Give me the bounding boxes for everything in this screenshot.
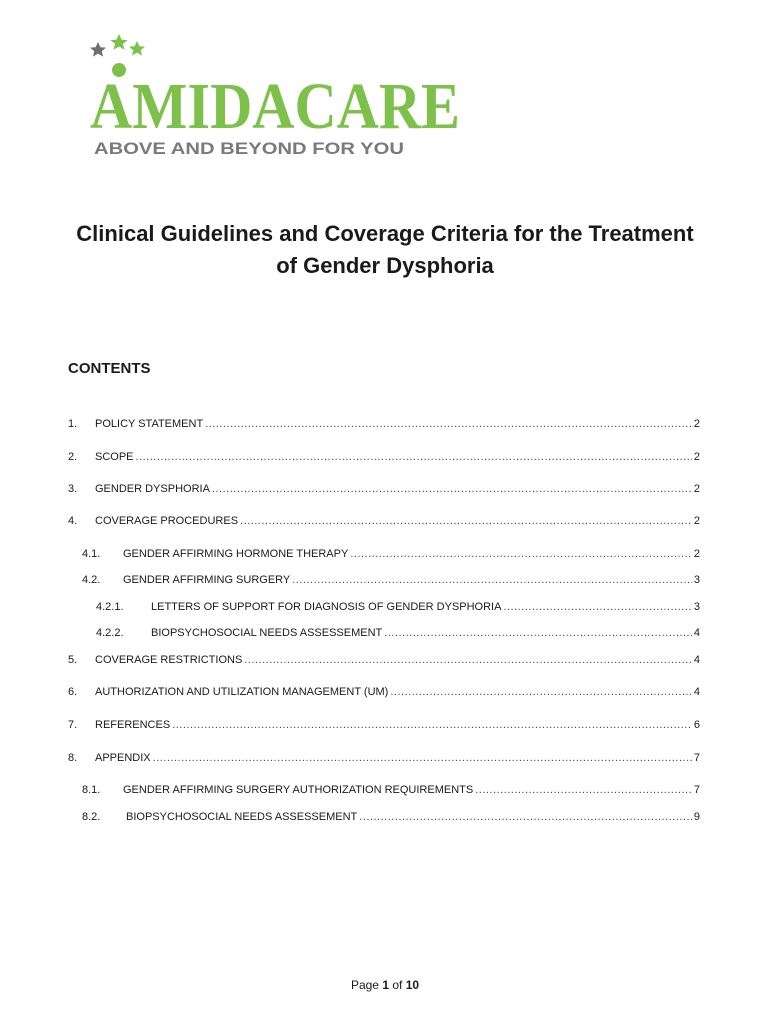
toc-label: GENDER AFFIRMING SURGERY: [123, 574, 291, 586]
toc-label: APPENDIX: [95, 752, 151, 764]
star-icon: [90, 42, 106, 57]
toc-entry[interactable]: [68, 686, 700, 698]
toc-entry[interactable]: [82, 811, 700, 823]
toc-leader: [475, 784, 692, 796]
toc-label: BIOPSYCHOSOCIAL NEEDS ASSESSEMENT: [151, 627, 383, 639]
toc-page-number: 3: [693, 574, 700, 586]
toc-leader: [172, 719, 692, 731]
logo-graphic: [88, 30, 468, 160]
toc-entry[interactable]: [68, 451, 700, 463]
footer-of-word: of: [392, 978, 403, 992]
toc-label: POLICY STATEMENT: [95, 418, 204, 430]
toc-leader: [244, 654, 692, 666]
contents-heading: CONTENTS: [68, 360, 151, 377]
toc-entry[interactable]: [96, 601, 700, 613]
toc-number: 4.2.1.: [96, 601, 124, 613]
toc-entry[interactable]: [68, 752, 700, 764]
toc-label: GENDER AFFIRMING SURGERY AUTHORIZATION REQUIREMENTS: [123, 784, 474, 796]
toc-page-number: 2: [693, 483, 700, 495]
toc-leader: [384, 627, 692, 639]
toc-number: 4.2.: [82, 574, 101, 586]
toc-leader: [205, 418, 692, 430]
toc-number: 8.1.: [82, 784, 101, 796]
document-title: [40, 218, 730, 282]
amidacare-logo: [88, 30, 468, 160]
toc-page-number: 4: [693, 654, 700, 666]
toc-number: 4.2.2.: [96, 627, 124, 639]
toc-number: 2.: [68, 451, 78, 463]
toc-page-number: 9: [693, 811, 700, 823]
toc-number: 4.: [68, 515, 78, 527]
toc-leader: [390, 686, 692, 698]
toc-entry[interactable]: [96, 627, 700, 639]
toc-label: AUTHORIZATION AND UTILIZATION MANAGEMENT (UM): [95, 686, 389, 698]
toc-label: SCOPE: [95, 451, 134, 463]
toc-page-number: 2: [693, 515, 700, 527]
page-footer: [0, 978, 770, 992]
toc-entry[interactable]: [82, 548, 700, 560]
toc-number: 5.: [68, 654, 78, 666]
toc-number: 3.: [68, 483, 78, 495]
toc-label: REFERENCES: [95, 719, 171, 731]
toc-label: BIOPSYCHOSOCIAL NEEDS ASSESSEMENT: [126, 811, 358, 823]
toc-leader: [350, 548, 692, 560]
toc-leader: [240, 515, 692, 527]
toc-entry[interactable]: [68, 515, 700, 527]
toc-entry[interactable]: [68, 418, 700, 430]
toc-number: 7.: [68, 719, 78, 731]
title-line-1: Clinical Guidelines and Coverage Criteria for the Treatment: [76, 221, 694, 246]
toc-entry[interactable]: [82, 784, 700, 796]
toc-page-number: 3: [693, 601, 700, 613]
star-icon: [129, 41, 145, 56]
toc-leader: [136, 451, 692, 463]
star-icon: [110, 34, 127, 50]
logo-wordmark: AMIDACARE: [90, 70, 460, 143]
toc-number: 4.1.: [82, 548, 101, 560]
toc-number: 6.: [68, 686, 78, 698]
toc-page-number: 2: [693, 451, 700, 463]
toc-page-number: 7: [693, 752, 700, 764]
toc-label: LETTERS OF SUPPORT FOR DIAGNOSIS OF GENDER DYSPHORIA: [151, 601, 502, 613]
toc-number: 1.: [68, 418, 78, 430]
toc-entry[interactable]: [82, 574, 700, 586]
toc-leader: [292, 574, 692, 586]
logo-tagline: ABOVE AND BEYOND FOR YOU: [94, 139, 404, 158]
toc-entry[interactable]: [68, 719, 700, 731]
toc-label: COVERAGE PROCEDURES: [95, 515, 239, 527]
toc-leader: [359, 811, 692, 823]
toc-number: 8.: [68, 752, 78, 764]
toc-number: 8.2.: [82, 811, 101, 823]
toc-entry[interactable]: [68, 654, 700, 666]
toc-label: COVERAGE RESTRICTIONS: [95, 654, 243, 666]
footer-total-pages: 10: [405, 978, 420, 992]
toc-page-number: 6: [693, 719, 700, 731]
toc-entry[interactable]: [68, 483, 700, 495]
toc-page-number: 2: [693, 548, 700, 560]
toc-page-number: 7: [693, 784, 700, 796]
toc-leader: [503, 601, 691, 613]
toc-leader: [153, 752, 692, 764]
toc-page-number: 4: [693, 627, 700, 639]
toc-label: GENDER AFFIRMING HORMONE THERAPY: [123, 548, 349, 560]
toc-label: GENDER DYSPHORIA: [95, 483, 210, 495]
toc-page-number: 2: [693, 418, 700, 430]
title-line-2: of Gender Dysphoria: [276, 253, 494, 278]
toc-leader: [212, 483, 692, 495]
toc-page-number: 4: [693, 686, 700, 698]
footer-current-page: 1: [382, 978, 389, 992]
footer-page-word: Page: [350, 978, 379, 992]
